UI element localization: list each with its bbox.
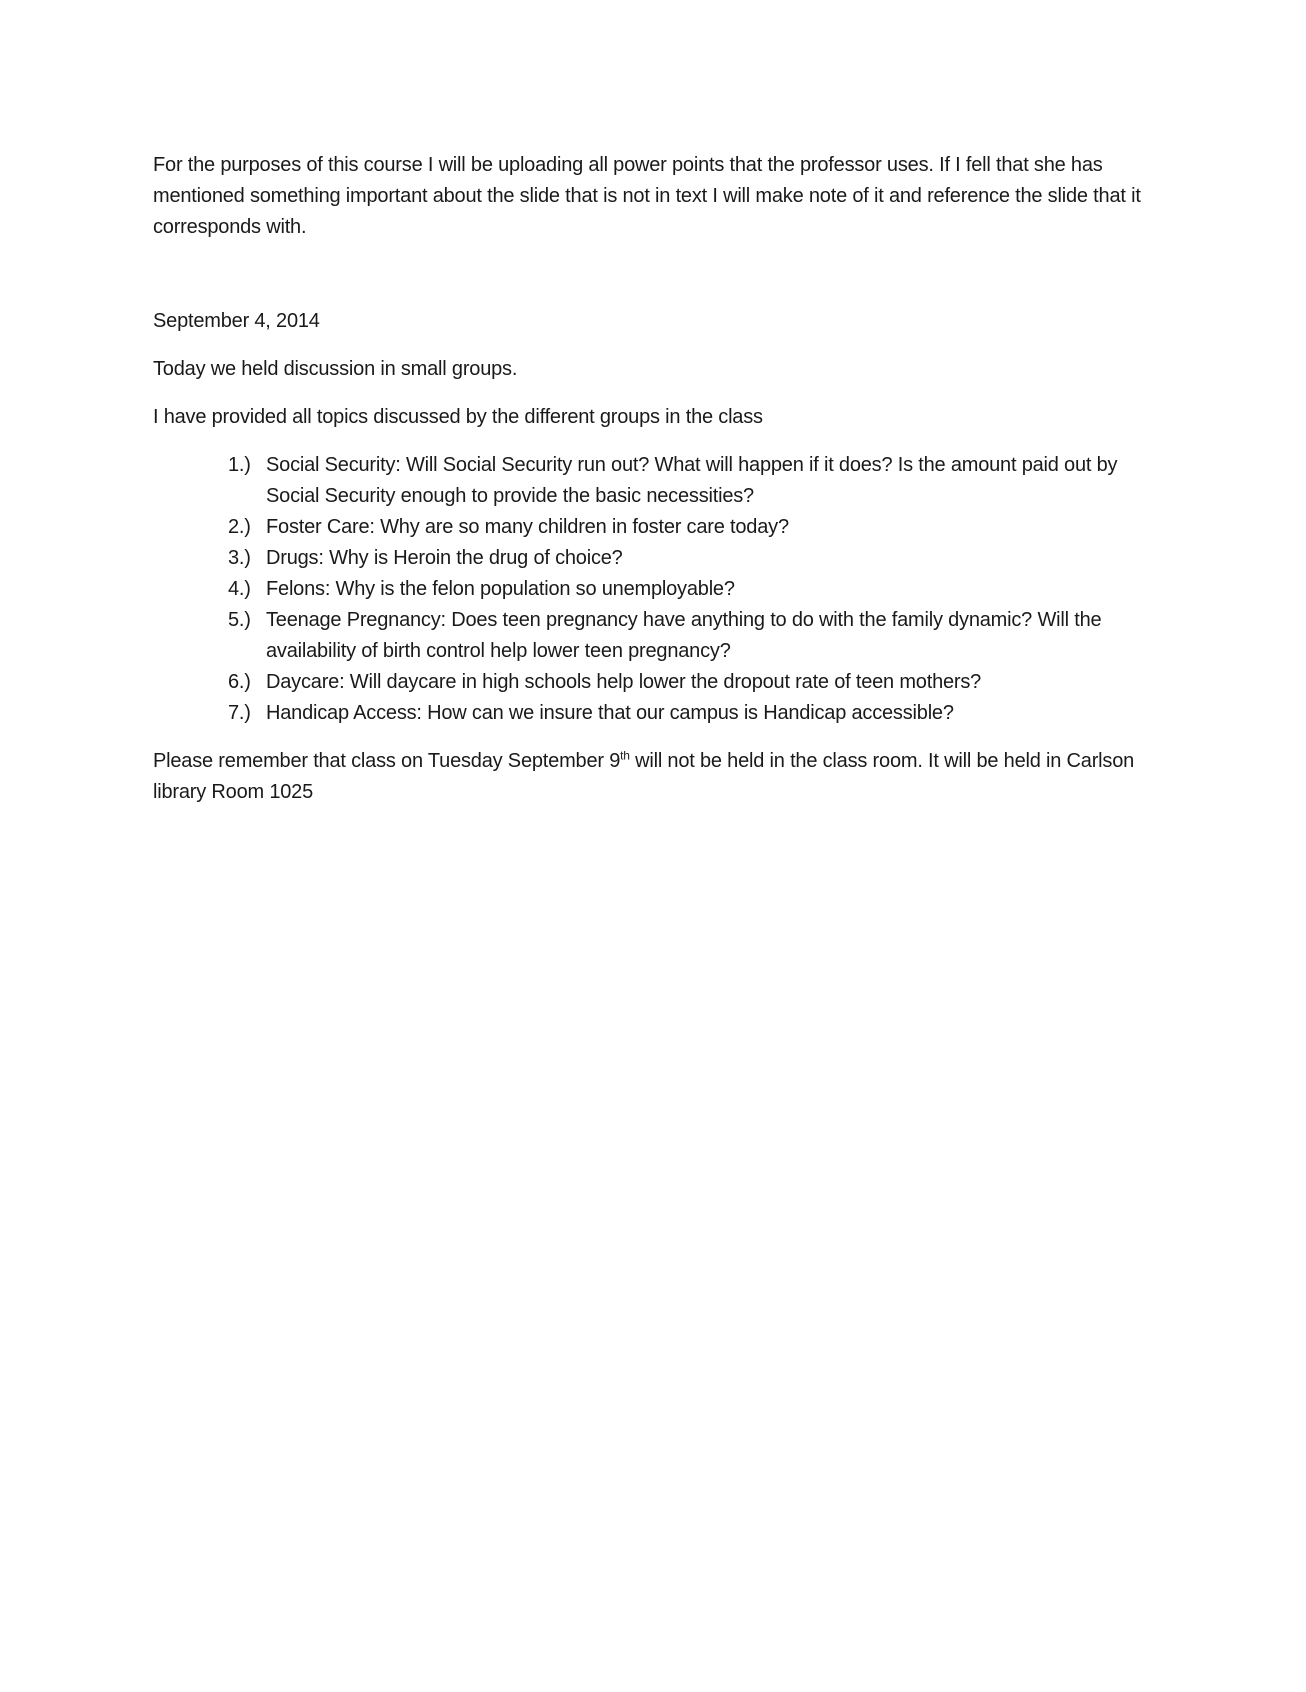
list-item-number: 7.) (228, 702, 251, 724)
list-item-text: Teenage Pregnancy: Does teen pregnancy have anything to do with the family dynamic? Will the availability of birth control help lower teen pregnancy? (266, 609, 1102, 662)
list-item-text: Daycare: Will daycare in high schools help lower the dropout rate of teen mothers? (266, 671, 982, 693)
date-heading: September 4, 2014 (153, 310, 320, 332)
reminder-paragraph (153, 746, 1153, 808)
topics-list (153, 450, 1153, 729)
list-item-text: Felons: Why is the felon population so unemployable? (266, 578, 735, 600)
document-page (153, 150, 1153, 808)
list-item-text: Social Security: Will Social Security run out? What will happen if it does? Is the amount paid out by Social Security enough to provide the basic necessities? (266, 454, 1118, 507)
list-item (153, 605, 1153, 667)
reminder-ordinal-suffix: th (620, 748, 630, 763)
list-item (153, 512, 1153, 543)
list-item (153, 667, 1153, 698)
list-item-number: 6.) (228, 671, 251, 693)
list-item (153, 698, 1153, 729)
list-item-number: 1.) (228, 454, 251, 476)
summary-paragraph: Today we held discussion in small groups. (153, 358, 518, 380)
list-item (153, 543, 1153, 574)
list-item (153, 574, 1153, 605)
reminder-text-end: will not be held in the class room. It will be held in Carlson library Room 1025 (153, 750, 1135, 803)
list-item-number: 4.) (228, 578, 251, 600)
list-item-number: 3.) (228, 547, 251, 569)
list-item-text: Foster Care: Why are so many children in foster care today? (266, 516, 789, 538)
list-item-number: 5.) (228, 609, 251, 631)
reminder-text-start: Please remember that class on Tuesday September 9 (153, 750, 621, 772)
topics-intro-paragraph: I have provided all topics discussed by the different groups in the class (153, 406, 763, 428)
list-item (153, 450, 1153, 512)
list-item-text: Handicap Access: How can we insure that our campus is Handicap accessible? (266, 702, 954, 724)
list-item-number: 2.) (228, 516, 251, 538)
intro-paragraph: For the purposes of this course I will be uploading all power points that the professor uses. If I fell that she has mentioned something important about the slide that is not in text I will make note of it and reference the slide that it corresponds with. (153, 154, 1141, 238)
list-item-text: Drugs: Why is Heroin the drug of choice? (266, 547, 623, 569)
